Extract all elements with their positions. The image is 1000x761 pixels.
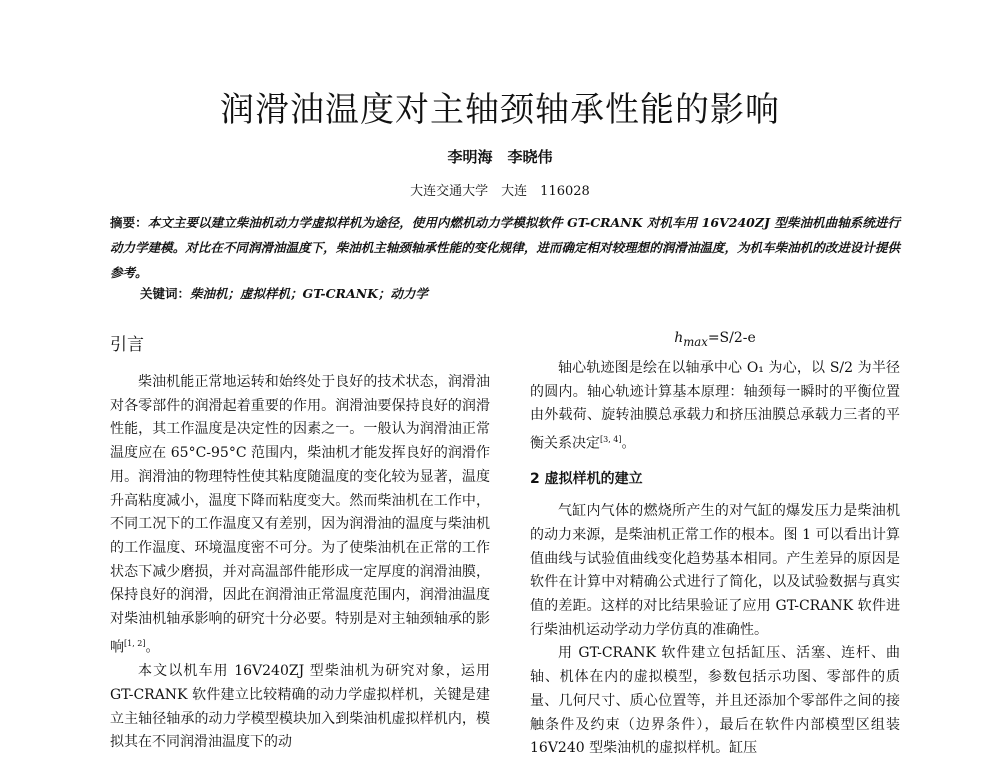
left-column — [110, 330, 490, 755]
section-heading-2: 2 虚拟样机的建立 — [530, 471, 643, 488]
keywords-text: 柴油机；虚拟样机；GT-CRANK；动力学 — [190, 286, 428, 301]
abstract-label: 摘要： — [110, 215, 148, 230]
right-column — [530, 330, 900, 761]
abstract — [110, 210, 900, 285]
intro-paragraph-1-text: 柴油机能正常地运转和始终处于良好的技术状态，润滑油对各零部件的润滑起着重要的作用。润滑油要保持良好的润滑性能，其工作温度是决定性的因素之一。一般认为润滑油正常温度应在 65°C-95°C 范围内，柴油机才能发挥良好的润滑作用。润滑油的物理特性使其粘度随温度的变化较为显著，温度升高粘度减小，温度下降而粘度变大。然而柴油机在工作中，不同工况下的工作温度又有差别，因为润滑油的温度与柴油机的工作温度、环境温度密不可分。为了使柴油机在正常的工作状态下减少磨损，并对高温部件能形成一定厚度的润滑油膜，保持良好的润滑，因此在润滑油正常温度范围内，润滑油温度对柴油机轴承影响的研究十分必要。特别是对主轴颈轴承的影响 — [110, 374, 490, 656]
intro-paragraph-1-end: 。 — [145, 639, 160, 656]
keywords — [140, 284, 900, 302]
citation-ref: [1, 2] — [124, 638, 146, 648]
intro-paragraph-1 — [110, 371, 490, 660]
paper-affiliation: 大连交通大学 大连 116028 — [410, 184, 590, 199]
paper-authors: 李明海 李晓伟 — [447, 148, 553, 166]
citation-ref: [3, 4] — [600, 434, 622, 444]
abstract-text: 本文主要以建立柴油机动力学虚拟样机为途径，使用内燃机动力学模拟软件 GT-CRANK 对机车用 16V240ZJ 型柴油机曲轴系统进行动力学建模。对比在不同润滑油温度下，柴油机主轴颈轴承性能的变化规律，进而确定相对较理想的润滑油温度，为机车柴油机的改进设计提供参考。 — [110, 215, 900, 280]
orbit-paragraph-text: 轴心轨迹图是绘在以轴承中心 O₁ 为心，以 S/2 为半径的圆内。轴心轨迹计算基本原理：轴颈每一瞬时的平衡位置由外载荷、旋转油膜总承载力和挤压油膜总承载力三者的平衡关系决定 — [530, 359, 900, 452]
paper-title: 润滑油温度对主轴颈轴承性能的影响 — [220, 90, 780, 130]
keywords-label: 关键词： — [140, 286, 191, 301]
formula-hmax: $h_{max}=S/2-e$ — [674, 330, 756, 349]
section2-paragraph-1: 气缸内气体的燃烧所产生的对气缸的爆发压力是柴油机的动力来源，是柴油机正常工作的根本。图 1 可以看出计算值曲线与试验值曲线变化趋势基本相同。产生差异的原因是软件在计算中对精确公式进行了简化，以及试验数据与真实值的差距。这样的对比结果验证了应用 GT-CRANK 软件进行柴油机运动学动力学仿真的准确性。 — [530, 503, 900, 638]
section-heading-intro: 引言 — [110, 335, 144, 355]
section2-paragraph-2: 用 GT-CRANK 软件建立包括缸压、活塞、连杆、曲轴、机体在内的虚拟模型，参数包括示功图、零部件的质量、几何尺寸、质心位置等，并且还添加个零部件之间的接触条件及约束（边界条件），最后在软件内部模型区组装 16V240 型柴油机的虚拟样机。缸压 — [530, 645, 900, 757]
orbit-paragraph — [530, 357, 900, 456]
formula-subscript: max — [683, 334, 708, 349]
intro-paragraph-2: 本文以机车用 16V240ZJ 型柴油机为研究对象，运用 GT-CRANK 软件建立比较精确的动力学虚拟样机，关键是建立主轴径轴承的动力学模型模块加入到柴油机虚拟样机内，模拟其在不同润滑油温度下的动 — [110, 663, 490, 751]
formula-rhs: =S/2-e — [707, 330, 756, 346]
orbit-paragraph-end: 。 — [621, 435, 636, 452]
